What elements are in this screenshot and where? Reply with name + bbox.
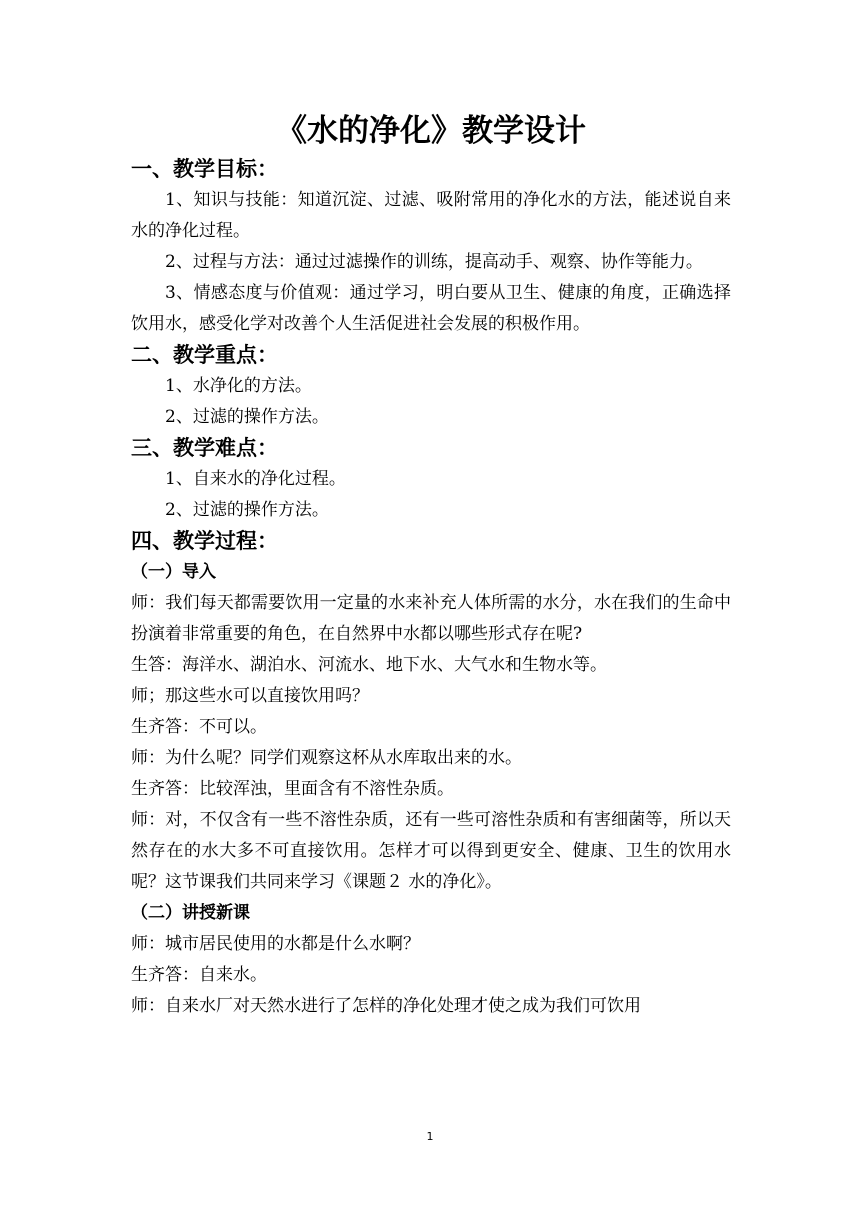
section-heading-process: 四、教学过程： [131, 529, 278, 553]
objective-item: 1、知识与技能：知道沉淀、过滤、吸附常用的净化水的方法，能述说自来水的净化过程。 [131, 190, 731, 241]
dialogue-line: 生齐答：比较浑浊，里面含有不溶性杂质。 [131, 779, 454, 799]
subsection-heading-new-lesson: （二）讲授新课 [131, 903, 250, 923]
document-title: 《水的净化》教学设计 [276, 113, 586, 149]
key-point-item: 2、过滤的操作方法。 [165, 407, 329, 427]
section-heading-objectives: 一、教学目标： [131, 157, 278, 181]
key-point-item: 1、水净化的方法。 [165, 376, 312, 396]
difficulty-item: 2、过滤的操作方法。 [165, 500, 329, 520]
dialogue-line: 师；那这些水可以直接饮用吗？ [131, 686, 369, 706]
dialogue-line: 生齐答：自来水。 [131, 965, 267, 985]
dialogue-line: 生答：海洋水、湖泊水、河流水、地下水、大气水和生物水等。 [131, 655, 607, 675]
objective-item: 3、情感态度与价值观：通过学习，明白要从卫生、健康的角度，正确选择饮用水，感受化学对改善个人生活促进社会发展的积极作用。 [131, 283, 731, 334]
dialogue-line: 生齐答：不可以。 [131, 717, 267, 737]
objective-item: 2、过程与方法：通过过滤操作的训练，提高动手、观察、协作等能力。 [165, 252, 703, 272]
document-body [131, 108, 731, 1022]
dialogue-line: 师：我们每天都需要饮用一定量的水来补充人体所需的水分，水在我们的生命中扮演着非常重要的角色，在自然界中水都以哪些形式存在呢? [131, 593, 731, 644]
page-number: 1 [426, 1130, 434, 1143]
section-heading-key-points: 二、教学重点： [131, 343, 278, 367]
dialogue-line: 师：城市居民使用的水都是什么水啊？ [131, 934, 420, 954]
section-heading-difficulties: 三、教学难点： [131, 436, 278, 460]
dialogue-line: 师：自来水厂对天然水进行了怎样的净化处理才使之成为我们可饮用 [131, 996, 641, 1016]
dialogue-line: 师：为什么呢？同学们观察这杯从水库取出来的水。 [131, 748, 522, 768]
difficulty-item: 1、自来水的净化过程。 [165, 469, 346, 489]
subsection-heading-intro: （一）导入 [131, 562, 216, 582]
dialogue-line: 师：对，不仅含有一些不溶性杂质，还有一些可溶性杂质和有害细菌等，所以天然存在的水大多不可直接饮用。怎样才可以得到更安全、健康、卫生的饮用水呢？这节课我们共同来学习《课题２ 水的净化》。 [131, 810, 731, 892]
